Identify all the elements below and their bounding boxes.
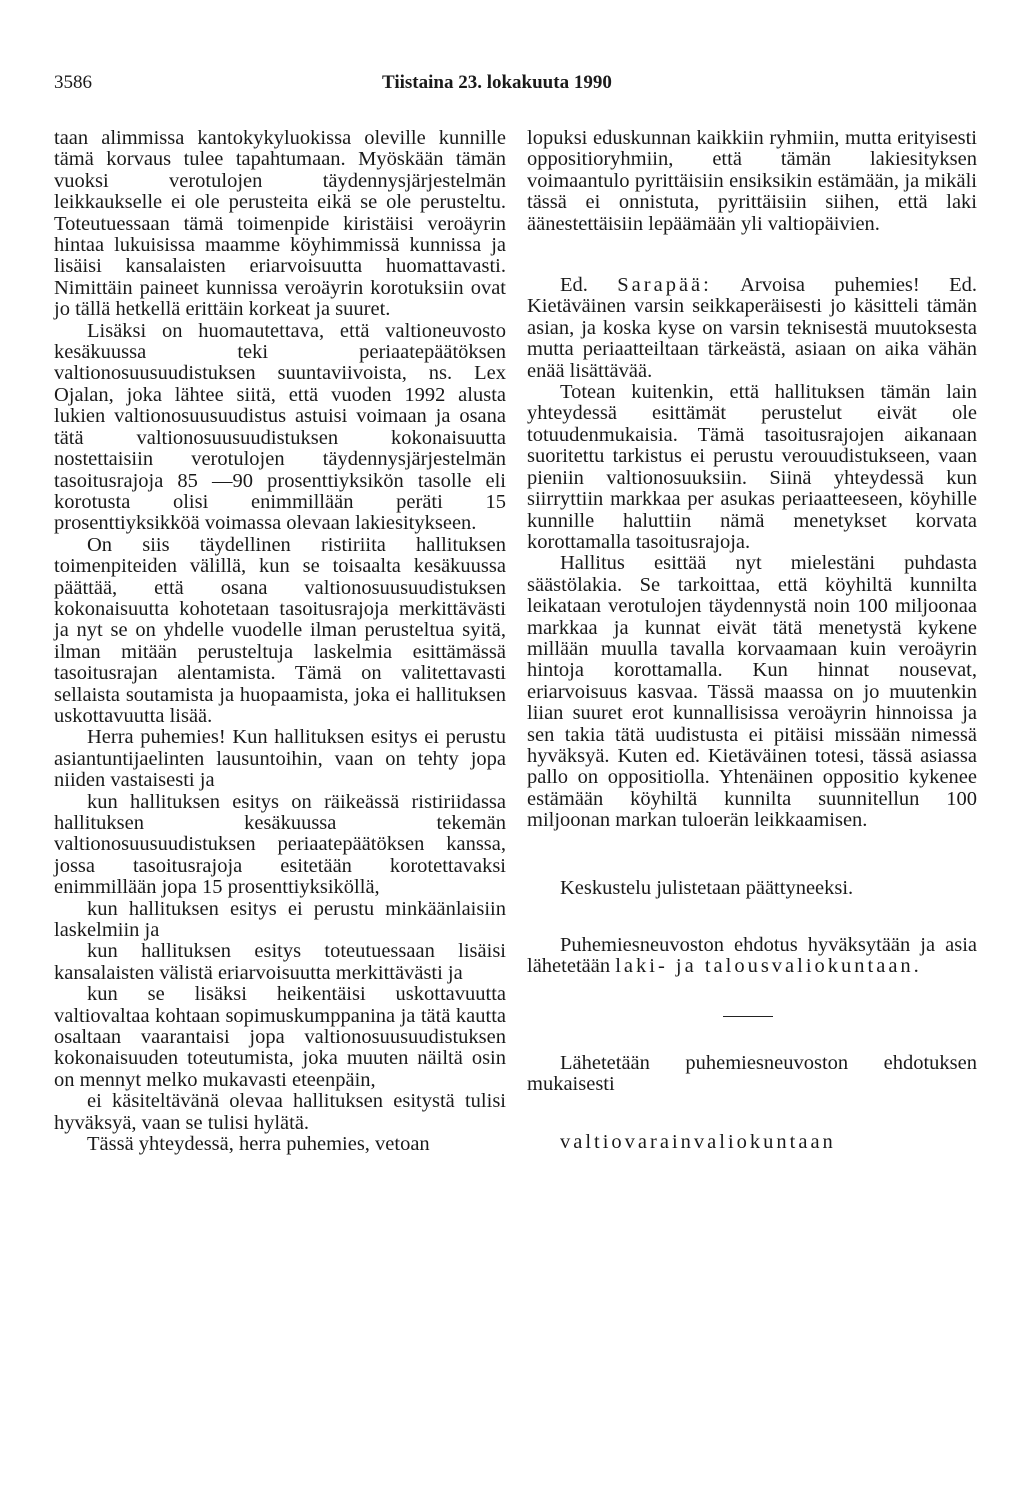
paragraph: Tässä yhteydessä, herra puhemies, vetoan bbox=[87, 1133, 430, 1156]
speech-text: Arvoisa puhemies! Ed. Kietäväinen varsin seikkaperäisesti jo käsitteli tämän asian, ja koska kyse on varsin teknisestä muutoksesta mutta periaatteiltaan tärkeästä, asiaan on aika vähän enää lisättävää. bbox=[527, 274, 977, 382]
left-column bbox=[54, 128, 506, 1156]
decision-text: Puhemiesneuvoston ehdotus hyväksytään ja asia lähetetään bbox=[527, 934, 977, 978]
right-column bbox=[527, 128, 977, 1153]
speaker-prefix: Ed. bbox=[560, 274, 588, 297]
speaker-name: Sarapää: bbox=[617, 274, 712, 297]
paragraph: kun hallituksen esitys on räikeässä ristiriidassa hallituksen kesäkuussa tekemän valtionosuusuudistuksen periaatepäätöksen kanssa, jossa tasoitusrajoja esitetään korotettavaksi enimmillään jopa 15 prosenttiyksiköllä, bbox=[54, 790, 506, 899]
paragraph: ei käsiteltävänä olevaa hallituksen esitystä tulisi hyväksyä, vaan se tulisi hylätä. bbox=[54, 1090, 506, 1134]
referral-paragraph: Lähetetään puhemiesneuvoston ehdotuksen mukaisesti bbox=[527, 1051, 977, 1096]
paragraph: Herra puhemies! Kun hallituksen esitys ei perustu asiantuntijaelinten lausuntoihin, vaan on tehty jopa niiden vastaisesti ja bbox=[54, 726, 506, 792]
section-divider bbox=[723, 1016, 773, 1017]
paragraph: kun hallituksen esitys ei perustu minkäänlaisiin laskelmiin ja bbox=[54, 897, 506, 942]
committee-name: laki- ja talousvaliokuntaan. bbox=[615, 955, 922, 978]
committee-referral: valtiovarainvaliokuntaan bbox=[560, 1130, 836, 1153]
decision-paragraph bbox=[527, 935, 977, 978]
paragraph: kun hallituksen esitys toteutuessaan lisäisi kansalaisten välistä eriarvoisuutta merkittävästi ja bbox=[54, 940, 506, 984]
discussion-closed-note: Keskustelu julistetaan päättyneeksi. bbox=[560, 876, 854, 899]
paragraph: On siis täydellinen ristiriita hallituksen toimenpiteiden välillä, kun se toisaalta kesäkuussa päättää, että osana valtionosuusuudistuksen kokonaisuutta kohotetaan tasoitusrajoja merkittävästi ja nyt se on yhdelle vuodelle ilman perusteltua syitä, ilman mitään perusteltuja laskelmia esittämässä tasoitusrajan alentamista. Tämä on valitettavasti sellaista soutamista ja huopaamista, joka ei hallituksen uskottavuutta lisää. bbox=[54, 533, 506, 727]
paragraph: kun se lisäksi heikentäisi uskottavuutta valtiovaltaa kohtaan sopimuskumppanina ja tätä kautta osaltaan vaarantaisi jopa valtionosuusuudistuksen kokonaisuuden toteutumista, joka muuten näiltä osin on mennyt melko mukavasti eteenpäin, bbox=[54, 983, 506, 1091]
speaker-paragraph bbox=[527, 275, 977, 382]
paragraph: taan alimmissa kantokykyluokissa oleville kunnille tämä korvaus tulee tapahtumaan. Myöskään tämän vuoksi verotulojen täydennysjärjestelmän leikkaukselle ei ole perusteita eikä se ole perusteltu. Toteutuessaan tämä toimenpide kiristäisi veroäyrin hintaa lukuisissa maamme köyhimmissä kunnissa ja lisäisi kansalaisten eriarvoisuutta huomattavasti. Nimittäin paineet kunnissa veroäyrin korotuksiin ovat jo tällä hetkellä erittäin korkeat ja suuret. bbox=[54, 127, 506, 321]
page-header-date: Tiistaina 23. lokakuuta 1990 bbox=[382, 72, 612, 93]
paragraph: lopuksi eduskunnan kaikkiin ryhmiin, mutta erityisesti oppositioryhmiin, että tämän lakiesityksen voimaantulo pyrittäisiin ensiksikin estämään, ja mikäli tässä ei onnistuta, pyrittäisiin siihen, että laki äänestettäisiin lepäämään yli valtiopäivien. bbox=[527, 127, 977, 235]
paragraph: Hallitus esittää nyt mielestäni puhdasta säästölakia. Se tarkoittaa, että köyhiltä kunnilta leikataan verotulojen täydennystä noin 100 miljoonaa markkaa ja kunnat eivät tätä menetystä kykene millään muulla tavalla korvaamaan kuin veroäyrin hintoja korottamalla. Kun hinnat nousevat, eriarvoisuus kasvaa. Tässä maassa on jo muutenkin liian suuret erot kunnallisissa veroäyrin hinnoissa ja sen takia tätä uudistusta ei pitäisi missään nimessä hyväksyä. Kuten ed. Kietäväinen totesi, tässä asiassa pallo on oppositiolla. Yhtenäinen oppositio kykenee estämään köyhiltä kunnilta suunnitellun 100 miljoonan markan tuloerän leikkaamisen. bbox=[527, 552, 977, 832]
page-number: 3586 bbox=[54, 72, 92, 93]
paragraph: Totean kuitenkin, että hallituksen tämän lain yhteydessä esittämät perustelut eivät ole totuudenmukaisia. Tämä tasoitusrajojen aikanaan suoritettu tarkistus ei perustu verouudistukseen, vaan pieniin valtionosuuksiin. Siinä yhteydessä kun siirryttiin markkaa per asukas periaatteeseen, köyhille kunnille haluttiin nämä menetykset korvata korottamalla tasoitusrajoja. bbox=[527, 381, 977, 553]
paragraph: Lisäksi on huomautettava, että valtioneuvosto kesäkuussa teki periaatepäätöksen valtionosuusuudistuksen suuntaviivoista, ns. Lex Ojalan, joka lähtee siitä, että vuoden 1992 alusta lukien valtionosuusuudistus astuisi voimaan ja osana tätä valtionosuusuudistuksen kokonaisuutta nostettaisiin verotulojen täydennysjärjestelmän tasoitusrajoja 85 —90 prosenttiyksikön tasolle eli korotusta olisi enimmillään peräti 15 prosenttiyksikköä voimassa olevaan lakiesitykseen. bbox=[54, 319, 506, 535]
